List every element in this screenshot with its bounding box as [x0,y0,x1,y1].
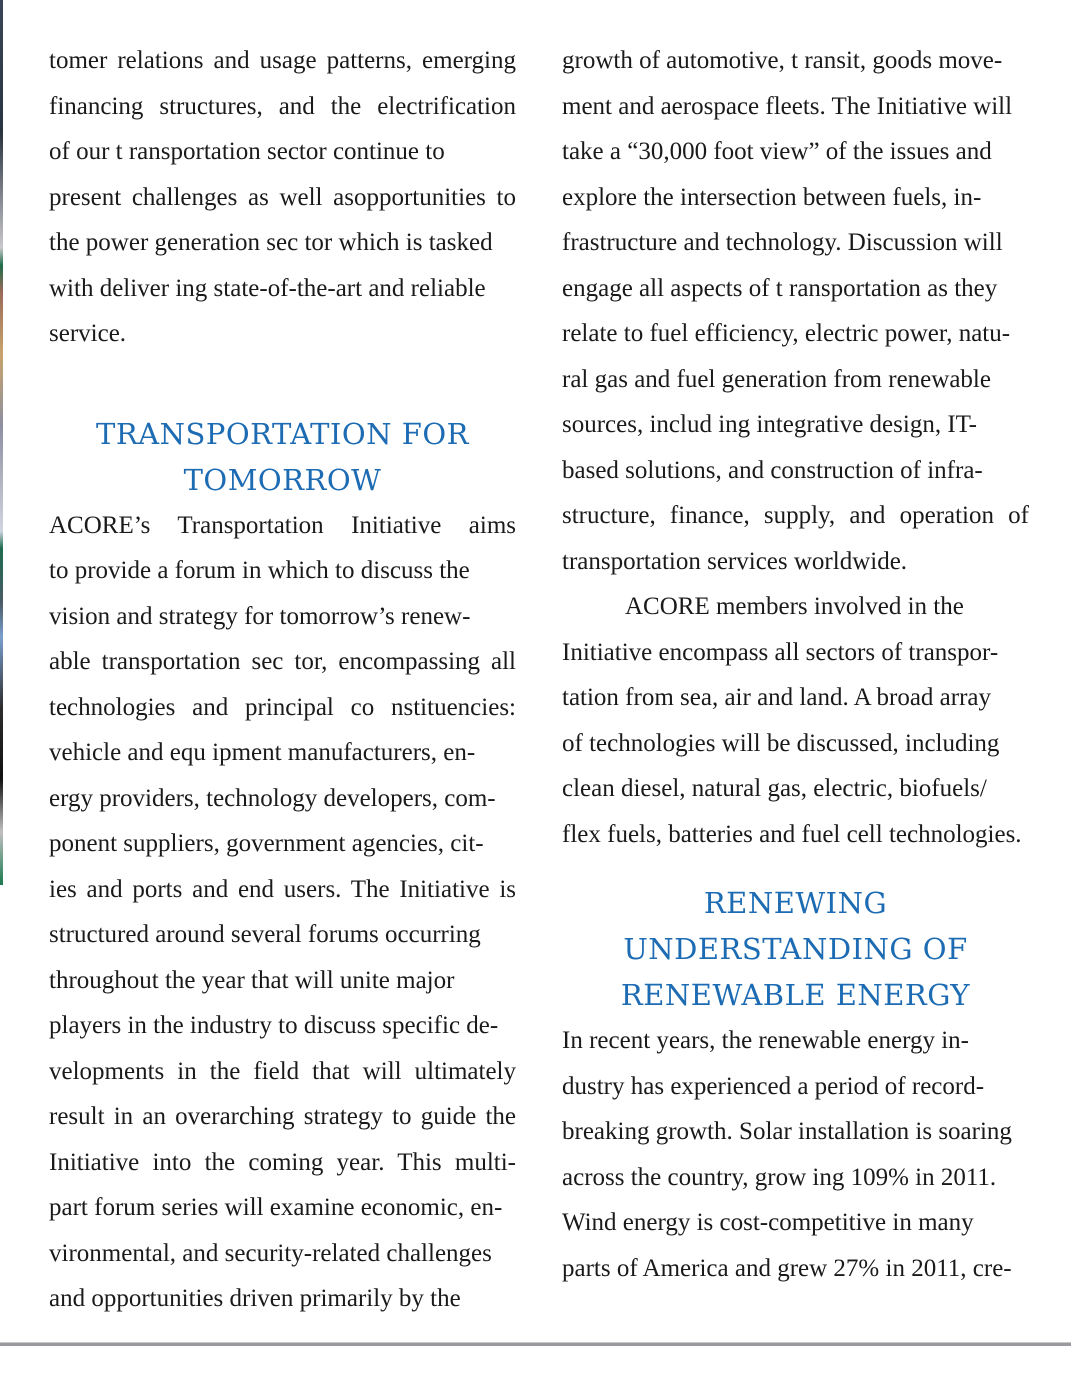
text-line: parts of America and grew 27% in 2011, cre- [562,1254,1012,1282]
text-line: ies and ports and end users. The Initiative is [49,875,516,903]
heading-line: TOMORROW [183,462,382,497]
heading-line: RENEWABLE ENERGY [620,978,971,1012]
text-line: Wind energy is cost-competitive in many [562,1209,974,1236]
text-line: frastructure and technology. Discussion will [562,229,1003,256]
right-column [562,38,1029,1291]
text-line: relate to fuel efficiency, electric power, natu- [562,320,1011,347]
text-line: based solutions, and construction of infra- [562,456,983,484]
text-line: of technologies will be discussed, including [562,729,1000,757]
text-line: present challenges as well asopportunities to [49,183,516,211]
text-line: Initiative encompass all sectors of transpor- [562,638,999,666]
text-line: tation from sea, air and land. A broad array [562,684,992,711]
text-line: tomer relations and usage patterns, emerging [49,47,516,74]
intro-paragraph [49,38,516,357]
text-line: breaking growth. Solar installation is soaring [562,1118,1012,1145]
text-line: structure, finance, supply, and operation of [562,502,1029,529]
text-line: across the country, grow ing 109% in 2011. [562,1163,997,1191]
text-line: with deliver ing state-of-the-art and reliable [49,274,486,302]
text-line: growth of automotive, t ransit, goods move- [562,47,1003,74]
text-line: engage all aspects of t ransportation as they [562,274,998,302]
text-line: sources, includ ing integrative design, IT- [562,411,977,438]
section-heading-transportation [49,411,516,503]
text-line: to provide a forum in which to discuss the [49,557,470,584]
text-line: explore the intersection between fuels, in- [562,183,982,211]
text-line: In recent years, the renewable energy in- [562,1027,969,1054]
text-line: ponent suppliers, government agencies, cit- [49,830,484,857]
transportation-paragraph-continued [562,38,1029,584]
text-line: Initiative into the coming year. This multi- [49,1148,516,1176]
text-line: structured around several forums occurring [49,921,481,948]
heading-line: UNDERSTANDING OF [623,932,968,966]
text-line: vironmental, and security-related challenges [49,1239,492,1267]
text-line: financing structures, and the electrification [49,92,516,120]
text-line: throughout the year that will unite major [49,966,455,994]
text-line: dustry has experienced a period of record- [562,1072,985,1100]
text-line: ment and aerospace fleets. The Initiative will [562,92,1013,120]
text-line: ACORE members involved in the [625,593,964,620]
text-line: transportation services worldwide. [562,547,908,575]
text-line: the power generation sec tor which is tasked [49,229,493,256]
transportation-paragraph [49,503,516,1322]
heading-line: RENEWING [703,886,888,920]
text-line: part forum series will examine economic, en- [49,1194,503,1221]
text-line: clean diesel, natural gas, electric, biofuels/ [562,775,987,802]
text-line: able transportation sec tor, encompassing all [49,648,516,675]
text-line: ACORE’s Transportation Initiative aims [49,511,516,539]
text-line: ergy providers, technology developers, com- [49,784,496,812]
left-edge-image-strip [0,0,3,885]
text-line: ral gas and fuel generation from renewable [562,365,991,393]
text-line: flex fuels, batteries and fuel cell technologies. [562,820,1022,848]
text-line: vehicle and equ ipment manufacturers, en- [49,739,476,766]
text-line: take a “30,000 foot view” of the issues and [562,138,992,165]
members-paragraph [562,584,1029,857]
text-line: result in an overarching strategy to guide the [49,1103,516,1130]
text-line: velopments in the field that will ultimately [49,1057,516,1085]
footer-divider [0,1342,1071,1346]
left-column [49,38,516,1322]
text-line: of our t ransportation sector continue to [49,138,445,165]
text-line: players in the industry to discuss specific de- [49,1012,499,1039]
text-line: and opportunities driven primarily by the [49,1285,461,1312]
renewable-paragraph [562,1018,1029,1291]
text-line: service. [49,320,127,347]
section-heading-renewable [562,880,1029,1018]
heading-line: TRANSPORTATION FOR [96,416,469,451]
text-line: technologies and principal co nstituencies: [49,693,516,721]
text-line: vision and strategy for tomorrow’s renew- [49,602,471,630]
